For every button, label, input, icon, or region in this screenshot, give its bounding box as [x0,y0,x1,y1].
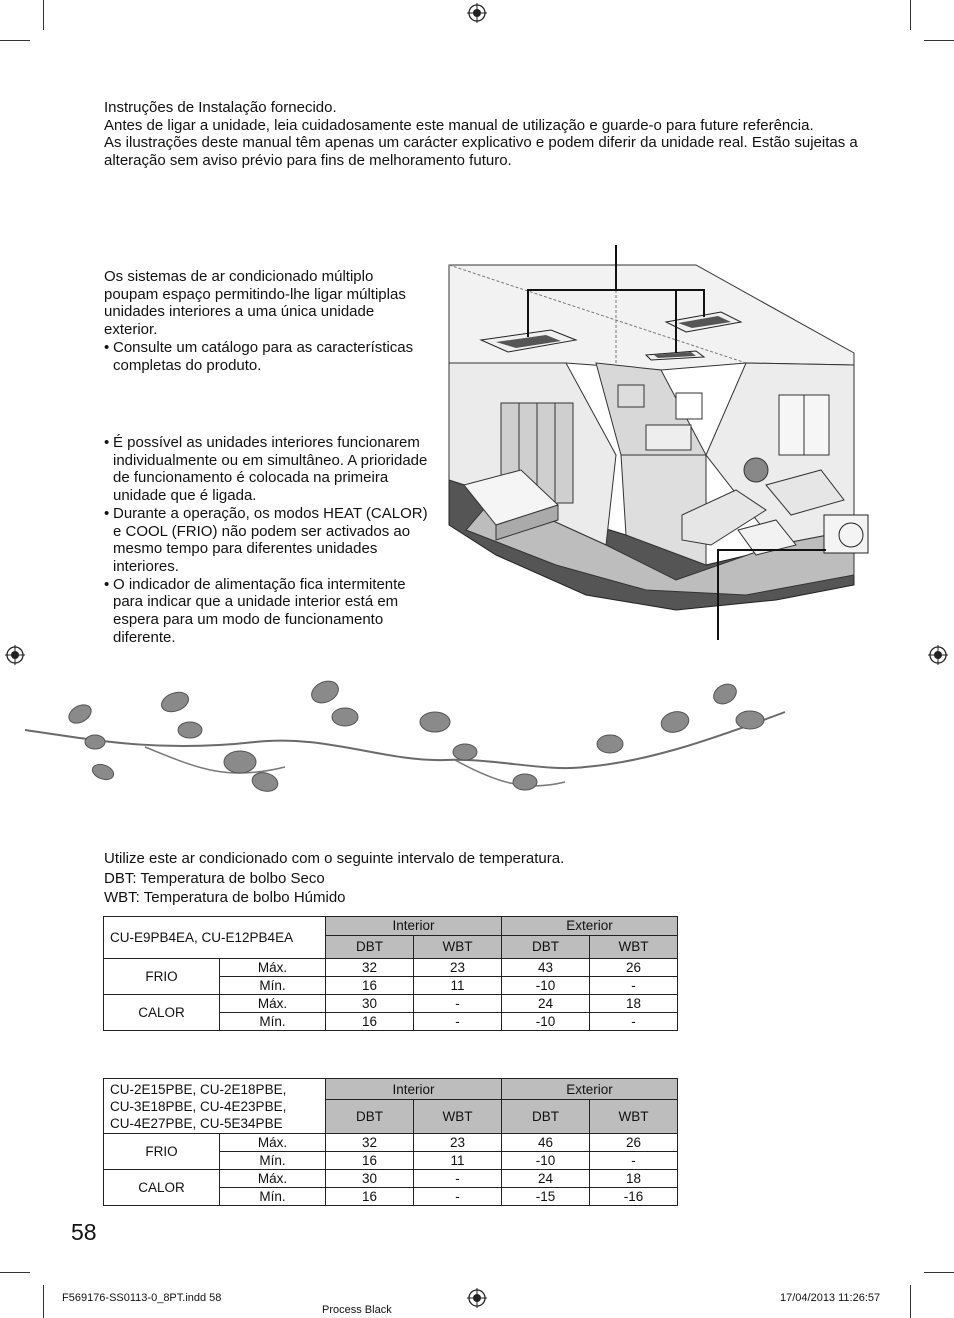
table-cell: -16 [590,1188,678,1206]
note-item: • O indicador de alimentação fica intermitente para indicar que a unidade interior está em espera para um modo de funcionamento diferente. [104,576,434,647]
note-item: • É possível as unidades interiores funcionarem individualmente ou em simultâneo. A prioridade de funcionamento é colocada na primeira unidade que é ligada. [104,434,434,505]
table-cell: 23 [414,1134,502,1152]
footer-file: F569176-SS0113-0_8PT.indd 58 [62,1292,222,1304]
crop-mark [924,40,954,41]
temperature-table-2 [103,1078,678,1206]
table-cell: 30 [326,1170,414,1188]
leaf-vine-decoration [25,672,795,802]
footer-date: 17/04/2013 11:26:57 [780,1292,881,1304]
table-cell: 11 [414,977,502,995]
crop-mark [0,1272,30,1273]
model-line: CU-4E27PBE, CU-5E34PBE [110,1115,283,1131]
wbt-header: WBT [590,935,678,958]
table-cell: 24 [502,1170,590,1188]
table-cell: -10 [502,1152,590,1170]
intro-line: Antes de ligar a unidade, leia cuidadosamente este manual de utilização e guarde-o para future referência. [104,116,814,134]
model-cell: CU-E9PB4EA, CU-E12PB4EA [104,917,326,959]
intro-line: Instruções de Instalação fornecido. [104,99,337,116]
crop-mark [924,1272,954,1273]
table-cell: 46 [502,1134,590,1152]
dbt-definition: DBT: Temperatura de bolbo Seco [104,870,325,887]
calor-label: CALOR [104,995,220,1031]
frio-label: FRIO [104,959,220,995]
max-label: Máx. [220,1170,326,1188]
table-cell: 26 [590,959,678,977]
frio-label: FRIO [104,1134,220,1170]
crop-mark [910,1285,911,1318]
table-cell: - [414,1013,502,1031]
table-cell: 18 [590,1170,678,1188]
multi-description-text: Os sistemas de ar condicionado múltiplo poupam espaço permitindo-lhe ligar múltiplas unidades interiores a uma única unidade exterior. [104,268,406,339]
registration-mark-icon [928,645,948,665]
min-label: Mín. [220,1188,326,1206]
multi-room-illustration [446,245,876,640]
table-cell: - [414,1170,502,1188]
model-line: CU-3E18PBE, CU-4E23PBE, [110,1098,287,1114]
wbt-definition: WBT: Temperatura de bolbo Húmido [104,889,346,906]
table-cell: 23 [414,959,502,977]
temp-intro: Utilize este ar condicionado com o seguinte intervalo de temperatura. [104,850,565,867]
table-cell: - [590,977,678,995]
dbt-header: DBT [502,1100,590,1134]
wbt-header: WBT [590,1100,678,1134]
dbt-header: DBT [502,935,590,958]
table-cell: - [590,1013,678,1031]
table-cell: 30 [326,995,414,1013]
wbt-header: WBT [414,935,502,958]
table-cell: 32 [326,959,414,977]
table-cell: 24 [502,995,590,1013]
min-label: Mín. [220,1152,326,1170]
dbt-header: DBT [326,1100,414,1134]
table-cell: 16 [326,977,414,995]
table-cell: 26 [590,1134,678,1152]
max-label: Máx. [220,959,326,977]
table-cell: -10 [502,1013,590,1031]
exterior-header: Exterior [502,1079,678,1100]
temperature-table-1 [103,916,678,1031]
calor-label: CALOR [104,1170,220,1206]
table-cell: - [590,1152,678,1170]
exterior-header: Exterior [502,917,678,936]
table-cell: 32 [326,1134,414,1152]
table-cell: 16 [326,1152,414,1170]
notes-list [104,434,434,646]
model-line: CU-2E15PBE, CU-2E18PBE, [110,1081,287,1097]
note-item: • Durante a operação, os modos HEAT (CALOR) e COOL (FRIO) não podem ser activados ao mesmo tempo para diferentes unidades interiores. [104,505,434,576]
min-label: Mín. [220,1013,326,1031]
interior-header: Interior [326,917,502,936]
max-label: Máx. [220,1134,326,1152]
crop-mark [0,40,30,41]
interior-header: Interior [326,1079,502,1100]
intro-line: As ilustrações deste manual têm apenas um carácter explicativo e podem diferir da unidade real. Estão sujeitas a alteração sem aviso prévio para fins de melhoramento futuro. [104,134,858,170]
model-cell [104,1079,326,1134]
page-number: 58 [71,1219,97,1245]
table-cell: 18 [590,995,678,1013]
intro-text [104,99,874,170]
multi-bullet: • Consulte um catálogo para as características completas do produto. [104,339,414,374]
crop-mark [43,1285,44,1318]
registration-mark-icon [467,3,487,23]
registration-mark-icon [5,645,25,665]
max-label: Máx. [220,995,326,1013]
registration-mark-icon [467,1288,487,1308]
table-cell: 43 [502,959,590,977]
crop-mark [910,0,911,30]
table-cell: - [414,995,502,1013]
table-cell: - [414,1188,502,1206]
table-cell: 11 [414,1152,502,1170]
crop-mark [43,0,44,30]
table-cell: 16 [326,1188,414,1206]
multi-system-description [104,268,414,374]
dbt-header: DBT [326,935,414,958]
footer-process: Process Black [322,1304,392,1316]
min-label: Mín. [220,977,326,995]
table-cell: -15 [502,1188,590,1206]
table-cell: -10 [502,977,590,995]
wbt-header: WBT [414,1100,502,1134]
table-cell: 16 [326,1013,414,1031]
